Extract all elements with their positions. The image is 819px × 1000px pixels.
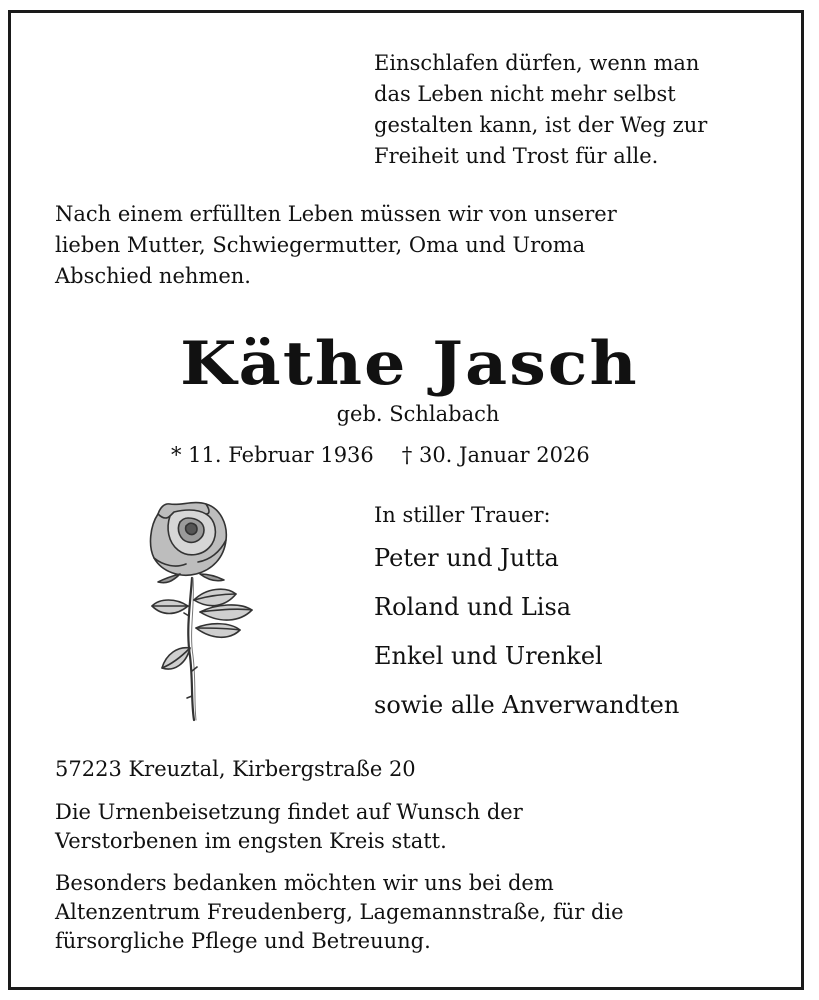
deceased-name: Käthe Jasch [180,329,639,399]
rose-icon [140,496,260,726]
motto-line: gestalten kann, ist der Weg zur [374,113,708,137]
motto-line: Freiheit und Trost für alle. [374,144,659,168]
intro-line: Abschied nehmen. [55,264,251,288]
motto-verse [374,48,794,172]
mourner-name: Enkel und Urenkel [374,642,603,670]
mourning-lead: In stiller Trauer: [374,503,551,527]
motto-line: das Leben nicht mehr selbst [374,82,676,106]
burial-note [55,798,795,856]
intro-line: Nach einem erfüllten Leben müssen wir von unserer [55,202,617,226]
thanks-note [55,869,795,956]
mourner-name: Peter und Jutta [374,544,559,572]
burial-note-line: Verstorbenen im engsten Kreis statt. [55,829,447,853]
intro-line: lieben Mutter, Schwiegermutter, Oma und Uroma [55,233,586,257]
thanks-note-line: Besonders bedanken möchten wir uns bei dem [55,871,554,895]
burial-note-line: Die Urnenbeisetzung findet auf Wunsch der [55,800,523,824]
mourner-name: Roland und Lisa [374,593,572,621]
thanks-note-line: fürsorgliche Pflege und Betreuung. [55,929,431,953]
birth-date: * 11. Februar 1936 [171,443,374,467]
life-dates [171,440,590,470]
mourners-block [374,500,794,738]
family-address: 57223 Kreuztal, Kirbergstraße 20 [55,757,416,781]
maiden-name: geb. Schlabach [336,402,500,426]
thanks-note-line: Altenzentrum Freudenberg, Lagemannstraße, für die [55,900,624,924]
intro-text [55,199,775,292]
death-date: † 30. Januar 2026 [401,443,590,467]
mourner-name: sowie alle Anverwandten [374,691,680,719]
motto-line: Einschlafen dürfen, wenn man [374,51,700,75]
